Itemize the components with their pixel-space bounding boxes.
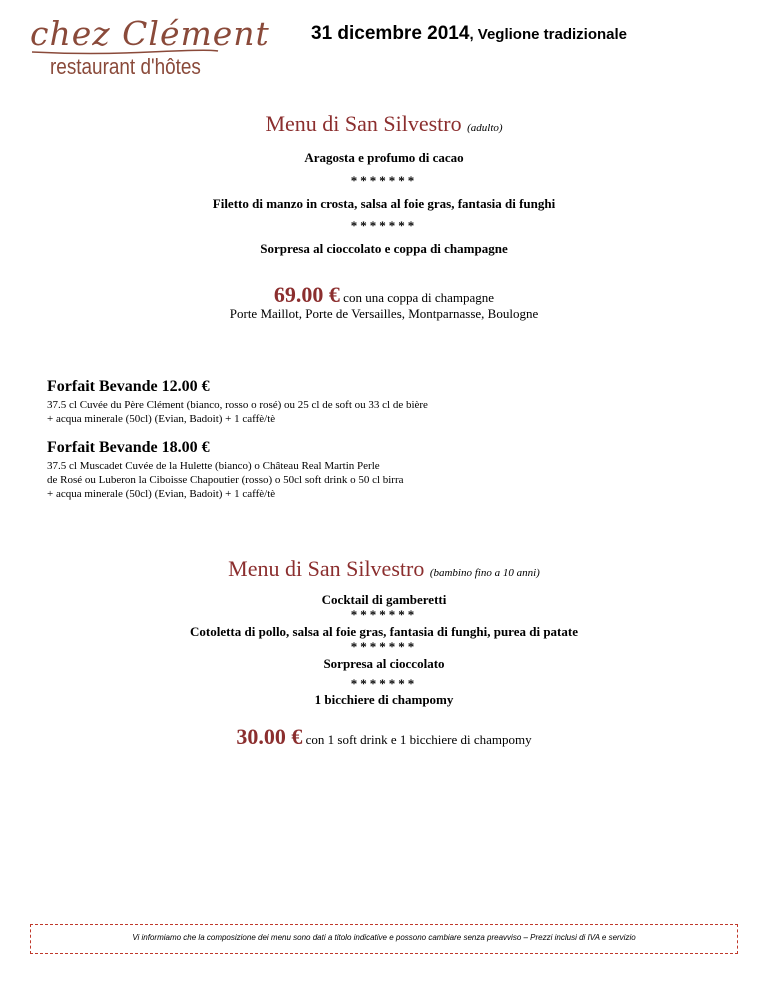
forfait-line: + acqua minerale (50cl) (Evian, Badoit) + 1 caffè/tè <box>47 413 276 425</box>
child-dish: Sorpresa al cioccolato <box>323 656 445 671</box>
event-date: 31 dicembre 2014 <box>311 23 470 44</box>
adult-dish: Sorpresa al cioccolato e coppa di champagne <box>260 241 508 256</box>
child-dish: 1 bicchiere di champomy <box>314 692 454 707</box>
logo-script-text: chez Clément <box>30 14 270 53</box>
adult-price-line <box>0 282 768 308</box>
adult-price: 69.00 € <box>273 282 340 307</box>
child-menu-subtitle: (bambino fino a 10 anni) <box>429 567 540 579</box>
child-separator: ******* <box>350 639 418 654</box>
forfait-title: Forfait Bevande 18.00 € <box>47 439 210 456</box>
adult-places: Porte Maillot, Porte de Versailles, Montparnasse, Boulogne <box>229 306 539 321</box>
forfait-line: + acqua minerale (50cl) (Evian, Badoit) + 1 caffè/tè <box>47 488 276 500</box>
child-dish: Cocktail di gamberetti <box>321 592 447 607</box>
footer-disclaimer-box <box>30 924 738 954</box>
adult-separator: ******* <box>350 173 418 188</box>
adult-menu-title-text: Menu di San Silvestro <box>265 111 462 136</box>
forfait-block <box>47 439 404 501</box>
forfait-block <box>47 378 428 426</box>
restaurant-logo <box>30 14 270 84</box>
forfait-title: Forfait Bevande 12.00 € <box>47 378 210 395</box>
child-menu-title-text: Menu di San Silvestro <box>228 556 425 581</box>
adult-dish: Filetto di manzo in crosta, salsa al foie gras, fantasia di funghi <box>212 196 556 211</box>
page-title <box>311 23 627 45</box>
footer-disclaimer: Vi informiamo che la composizione dei menu sono dati a titolo indicative e possono cambiare senza preavviso – Prezzi inclusi di IVA e servizio <box>132 933 636 942</box>
child-separator: ******* <box>350 676 418 691</box>
event-name: , Veglione tradizionale <box>469 26 627 43</box>
child-dish: Cotoletta di pollo, salsa al foie gras, fantasia di funghi, purea di patate <box>190 624 578 639</box>
child-menu-title <box>0 556 768 582</box>
child-price-note: con 1 soft drink e 1 bicchiere di champomy <box>302 732 532 747</box>
logo-subtitle: restaurant d'hôtes <box>50 54 201 79</box>
adult-menu-subtitle: (adulto) <box>467 122 503 134</box>
adult-separator: ******* <box>350 218 418 233</box>
child-price-line <box>0 724 768 750</box>
forfait-line: 37.5 cl Muscadet Cuvée de la Hulette (bianco) o Château Real Martin Perle <box>47 460 380 472</box>
forfait-line: 37.5 cl Cuvée du Père Clément (bianco, rosso o rosé) ou 25 cl de soft ou 33 cl de bière <box>47 399 428 411</box>
forfait-line: de Rosé ou Luberon la Ciboisse Chapoutier (rosso) o 50cl soft drink o 50 cl birra <box>47 474 404 486</box>
adult-price-note: con una coppa di champagne <box>339 290 495 305</box>
child-separator: ******* <box>350 607 418 622</box>
adult-dish: Aragosta e profumo di cacao <box>304 150 464 165</box>
child-price: 30.00 € <box>236 724 303 749</box>
adult-menu-title <box>0 111 768 137</box>
